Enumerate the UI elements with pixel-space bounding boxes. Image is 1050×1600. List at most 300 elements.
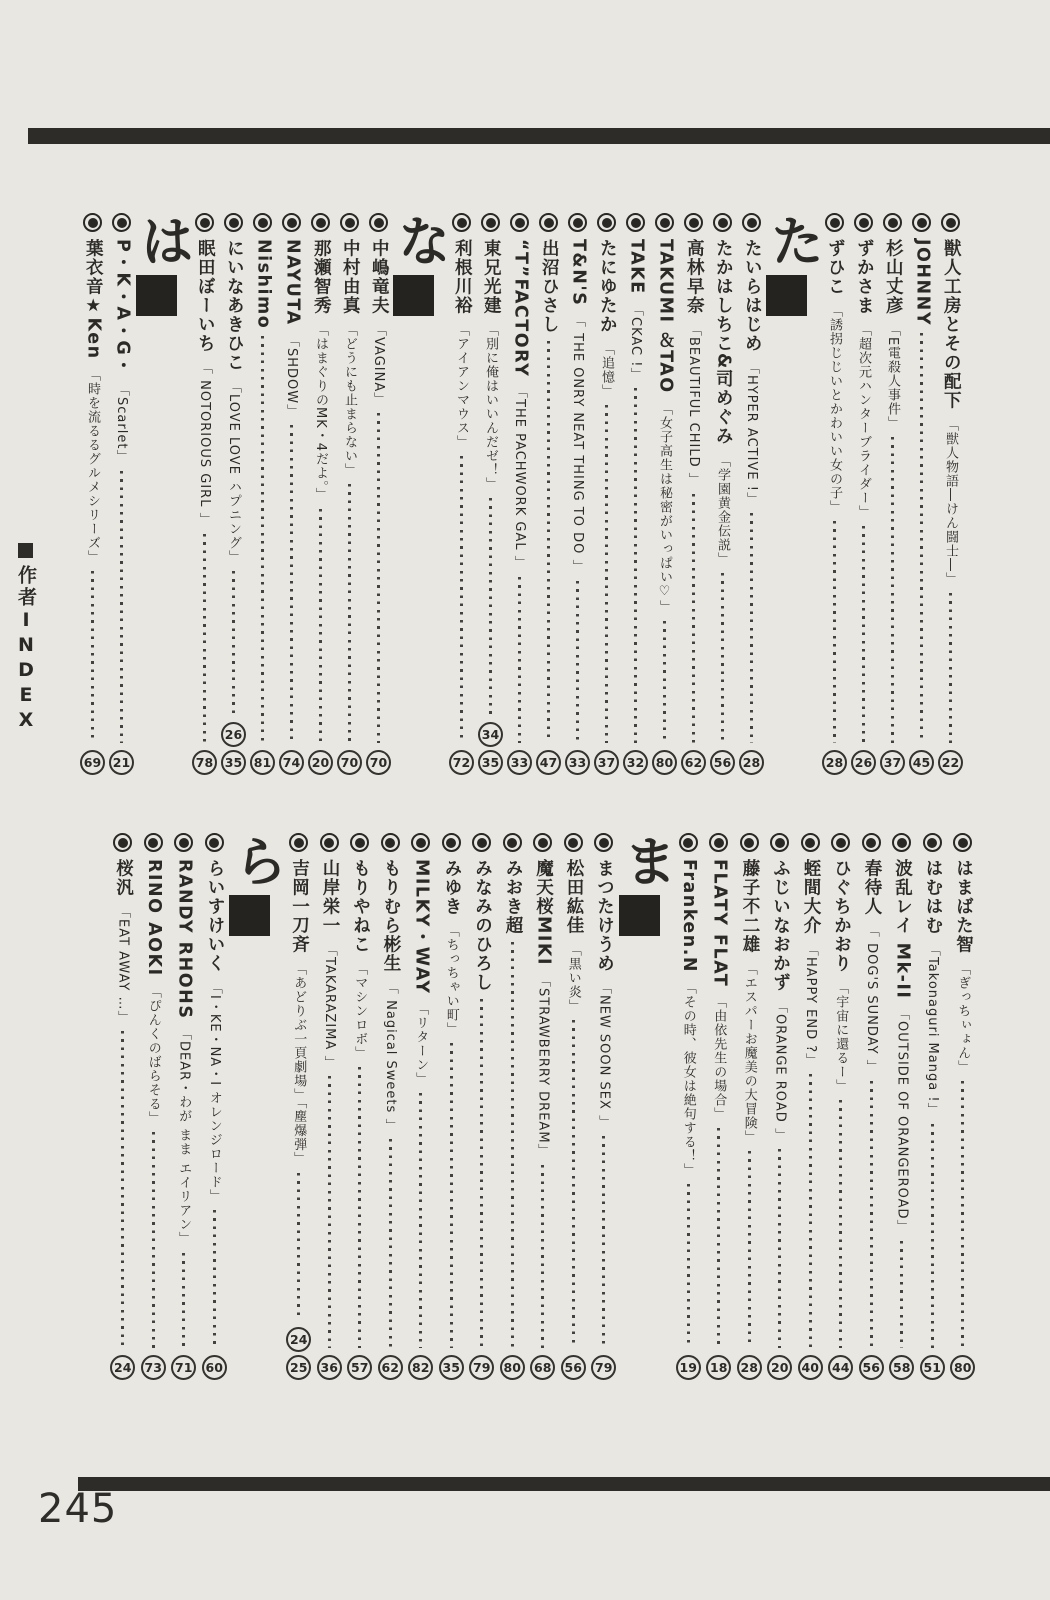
index-entry: [592, 213, 621, 775]
work-title: 「追憶」: [599, 342, 614, 398]
author-name: らいすけいく: [205, 859, 225, 973]
work-title: 「獣人物語―けん闘士―」: [943, 418, 958, 586]
author-name: TAKE: [626, 239, 647, 295]
dotted-leader: [547, 341, 550, 743]
author-name: 蛭間大介: [801, 859, 821, 935]
index-entry: [737, 213, 766, 775]
page-ref: 57: [347, 1355, 372, 1380]
work-title: 「THE PACHWORK GAL 」: [512, 385, 527, 570]
entry-bullet-icon: [923, 833, 942, 852]
index-entry: [948, 833, 979, 1380]
author-name: NAYUTA: [282, 239, 303, 326]
index-entry: [406, 833, 437, 1380]
section-header: [615, 833, 678, 1380]
entry-bullet-icon: [224, 213, 243, 232]
work-title: 「CKAC !」: [628, 302, 643, 382]
page-ref: 51: [920, 1355, 945, 1380]
work-title: 「宇宙に還るー」: [833, 981, 849, 1093]
author-name: ずかさま: [854, 239, 875, 315]
page-ref: 56: [710, 750, 735, 775]
section-square-icon: [619, 895, 660, 936]
index-entry: [497, 833, 528, 1380]
dotted-leader: [717, 1128, 720, 1348]
section-header: [132, 213, 195, 775]
index-entry: [795, 833, 826, 1380]
page-ref: 79: [469, 1355, 494, 1380]
author-name: みおき超: [503, 859, 523, 935]
dotted-leader: [480, 999, 483, 1348]
index-entry: [528, 833, 559, 1380]
page-ref: 60: [202, 1355, 227, 1380]
section-letter: た: [762, 213, 825, 267]
page-ref: 37: [880, 750, 905, 775]
page-ref: 40: [798, 1355, 823, 1380]
work-title: 「OUTSIDE OF ORANGEROAD」: [894, 1007, 910, 1234]
author-name: たいらはじめ: [742, 239, 763, 353]
page-ref: 44: [828, 1355, 853, 1380]
entry-bullet-icon: [862, 833, 881, 852]
author-name: 高林早奈: [684, 239, 705, 315]
index-entry: [820, 213, 849, 775]
index-entry: [364, 213, 393, 775]
section-letter: な: [389, 213, 452, 267]
index-entry: [679, 213, 708, 775]
page-ref: 56: [561, 1355, 586, 1380]
sidebar-square-icon: [18, 543, 33, 558]
dotted-leader: [518, 577, 521, 743]
entry-bullet-icon: [144, 833, 163, 852]
index-entry: [306, 213, 335, 775]
dotted-leader: [213, 1210, 216, 1348]
author-name: 波乱レイ Mk-II: [892, 859, 913, 1000]
entry-bullet-icon: [311, 213, 330, 232]
author-name: みゆき: [442, 859, 462, 916]
work-title: 「ORANGE ROAD 」: [772, 1000, 788, 1142]
entry-bullet-icon: [597, 213, 616, 232]
index-entry: [907, 213, 936, 775]
dotted-leader: [460, 456, 463, 743]
page-ref: 26: [851, 750, 876, 775]
author-name: 東兄光建: [481, 239, 502, 315]
entry-bullet-icon: [941, 213, 960, 232]
dotted-leader: [576, 581, 579, 743]
page-ref: 26: [221, 722, 246, 747]
dotted-leader: [605, 405, 608, 743]
index-entry: [284, 833, 315, 1380]
entry-bullet-icon: [253, 213, 272, 232]
index-entry: [708, 213, 737, 775]
dotted-leader: [663, 621, 666, 743]
index-entry: [887, 833, 918, 1380]
entry-bullet-icon: [655, 213, 674, 232]
page-ref: 35: [478, 750, 503, 775]
work-title: 「HYPER ACTIVE !」: [744, 361, 759, 506]
work-title: 「超次元ハンターブライダー」: [856, 323, 871, 519]
entry-bullet-icon: [564, 833, 583, 852]
dotted-leader: [541, 1165, 544, 1348]
page-ref: 73: [141, 1355, 166, 1380]
entry-bullet-icon: [282, 213, 301, 232]
index-entry: [765, 833, 796, 1380]
work-title: 「あどりぶ一頁劇場」「塵爆弾」: [291, 962, 307, 1166]
page-ref: 56: [859, 1355, 884, 1380]
work-title: 「マシンロボ」: [352, 962, 368, 1060]
index-entry: [650, 213, 679, 775]
page-ref: 80: [500, 1355, 525, 1380]
work-title: 「DEAR・わが まま エイリアン」: [176, 1027, 192, 1246]
author-name: FLATY FLAT: [709, 859, 730, 988]
page-ref: 36: [317, 1355, 342, 1380]
dotted-leader: [721, 573, 724, 743]
section-letter: は: [132, 213, 195, 267]
dotted-leader: [833, 521, 836, 743]
work-title: 「ぴんくのばらそる」: [145, 984, 161, 1125]
index-entry: [314, 833, 345, 1380]
page-ref: 80: [950, 1355, 975, 1380]
index-entry: [534, 213, 563, 775]
dotted-leader: [750, 513, 753, 743]
index-entry: [917, 833, 948, 1380]
author-name: にいなあきひこ: [224, 239, 245, 372]
page-ref: 33: [565, 750, 590, 775]
page-ref: 28: [737, 1355, 762, 1380]
entry-bullet-icon: [195, 213, 214, 232]
dotted-leader: [419, 1093, 422, 1348]
author-name: T&N'S: [568, 239, 589, 307]
index-entry: [277, 213, 306, 775]
dotted-leader: [203, 534, 206, 743]
index-entry: [78, 213, 107, 775]
page-ref: 35: [439, 1355, 464, 1380]
dotted-leader: [692, 494, 695, 743]
dotted-leader: [358, 1067, 361, 1348]
author-name: たにゆたか: [597, 239, 618, 334]
page-ref: 68: [530, 1355, 555, 1380]
index-entry: [447, 213, 476, 775]
work-title: 「はまぐりのMK・4だよ。」: [313, 323, 328, 502]
page-ref: 22: [938, 750, 963, 775]
author-name: 出沼ひさし: [539, 239, 560, 334]
index-entry: [826, 833, 857, 1380]
page-ref: 74: [279, 750, 304, 775]
index-entry: [108, 833, 139, 1380]
entry-bullet-icon: [539, 213, 558, 232]
work-title: 「アイアンマウス」: [454, 323, 469, 449]
page-ref: 19: [676, 1355, 701, 1380]
index-entry: [199, 833, 230, 1380]
entry-bullet-icon: [411, 833, 430, 852]
top-rule: [28, 128, 1050, 144]
section-square-icon: [136, 275, 177, 316]
page-ref: 24: [286, 1327, 311, 1352]
work-title: 「エスパーお魔美の大冒険」: [741, 962, 757, 1144]
page-ref: 32: [623, 750, 648, 775]
author-name: はまばた智: [953, 859, 974, 954]
author-name: 眠田ぼーいち: [195, 239, 216, 353]
index-entry: [138, 833, 169, 1380]
entry-bullet-icon: [510, 213, 529, 232]
entry-bullet-icon: [626, 213, 645, 232]
page-ref: 45: [909, 750, 934, 775]
entry-bullet-icon: [912, 213, 931, 232]
entry-bullet-icon: [112, 213, 131, 232]
author-name: 獣人工房とその配下: [941, 239, 962, 410]
index-entry: [375, 833, 406, 1380]
author-name: “T”FACTORY: [510, 239, 531, 378]
author-name: MILKY・WAY: [411, 859, 432, 995]
author-name: たかはしちこ&司めぐみ: [713, 239, 734, 446]
index-top-half: [78, 213, 965, 775]
work-title: 「どうにも止まらない」: [342, 323, 357, 477]
work-title: 「学園黄金伝説」: [715, 453, 730, 566]
author-name: もりむら彬生: [381, 859, 401, 973]
dotted-leader: [120, 471, 123, 743]
entry-bullet-icon: [770, 833, 789, 852]
work-title: 「VAGINA」: [371, 323, 386, 407]
author-name: TAKUMI ＆TAO: [655, 239, 676, 394]
entry-bullet-icon: [713, 213, 732, 232]
index-entry: [248, 213, 277, 775]
page-ref: 71: [171, 1355, 196, 1380]
index-entry: [107, 213, 136, 775]
work-title: 「TAKARAZIMA 」: [321, 943, 337, 1070]
work-title: 「 NOTORIOUS GIRL 」: [197, 361, 212, 527]
work-title: 「黒い炎」: [565, 943, 581, 1013]
dotted-leader: [297, 1173, 300, 1321]
index-entry: [190, 213, 219, 775]
dotted-leader: [511, 942, 514, 1348]
index-entry: [936, 213, 965, 775]
work-title: 「由依先生の場合」: [711, 995, 727, 1122]
author-name: 藤子不二雄: [740, 859, 760, 954]
dotted-leader: [891, 437, 894, 743]
author-name: 春待人: [862, 859, 882, 916]
index-entry: [878, 213, 907, 775]
dotted-leader: [839, 1100, 842, 1348]
index-entry: [505, 213, 534, 775]
work-title: 「SHDOW」: [284, 333, 299, 418]
dotted-leader: [450, 1043, 453, 1348]
entry-bullet-icon: [684, 213, 703, 232]
work-title: 「 DOG'S SUNDAY 」: [863, 924, 879, 1074]
entry-bullet-icon: [442, 833, 461, 852]
work-title: 「リターン」: [413, 1002, 429, 1087]
entry-bullet-icon: [831, 833, 850, 852]
entry-bullet-icon: [854, 213, 873, 232]
page-ref: 78: [192, 750, 217, 775]
sidebar-label-text: 作者INDEX: [15, 565, 37, 734]
page-ref: 69: [80, 750, 105, 775]
index-entry: [673, 833, 704, 1380]
page-ref: 28: [822, 750, 847, 775]
entry-bullet-icon: [594, 833, 613, 852]
author-name: 中嶋竜夫: [369, 239, 390, 315]
dotted-leader: [232, 571, 235, 715]
entry-bullet-icon: [740, 833, 759, 852]
author-name: まつたけうめ: [594, 859, 615, 973]
work-title: 「Scarlet」: [114, 383, 129, 464]
entry-bullet-icon: [320, 833, 339, 852]
dotted-leader: [602, 1136, 605, 1348]
dotted-leader: [182, 1253, 185, 1348]
author-name: Franken.N: [679, 859, 699, 974]
work-title: 「 THE ONRY NEAT THING TO DO 」: [570, 314, 585, 574]
page-ref: 33: [507, 750, 532, 775]
page-ref: 37: [594, 750, 619, 775]
entry-bullet-icon: [503, 833, 522, 852]
index-entry: [849, 213, 878, 775]
section-header: [762, 213, 825, 775]
page-ref: 28: [739, 750, 764, 775]
index-entry: [345, 833, 376, 1380]
dotted-leader: [91, 571, 94, 743]
entry-bullet-icon: [892, 833, 911, 852]
entry-bullet-icon: [369, 213, 388, 232]
dotted-leader: [961, 1081, 964, 1348]
index-entry: [734, 833, 765, 1380]
entry-bullet-icon: [83, 213, 102, 232]
dotted-leader: [900, 1241, 903, 1348]
work-title: 「E電殺人事件」: [885, 323, 900, 431]
page-ref: 25: [286, 1355, 311, 1380]
author-name: P・K・A・G・: [112, 239, 133, 376]
entry-bullet-icon: [679, 833, 698, 852]
entry-bullet-icon: [113, 833, 132, 852]
work-title: 「Takonaguri Manga !」: [924, 943, 940, 1117]
page-ref: 70: [366, 750, 391, 775]
author-name: もりやねこ: [350, 859, 371, 954]
author-name: 中村由真: [340, 239, 361, 315]
entry-bullet-icon: [742, 213, 761, 232]
work-title: 「誘拐じじいとかわいい女の子」: [827, 304, 842, 514]
dotted-leader: [572, 1020, 575, 1348]
dotted-leader: [920, 333, 923, 743]
index-entry: [558, 833, 589, 1380]
section-square-icon: [229, 895, 270, 936]
author-name: 利根川裕: [452, 239, 473, 315]
dotted-leader: [931, 1124, 934, 1348]
index-entry: [589, 833, 620, 1380]
page-number: 245: [38, 1486, 118, 1532]
page-ref: 20: [767, 1355, 792, 1380]
dotted-leader: [778, 1149, 781, 1348]
dotted-leader: [862, 526, 865, 743]
page-ref: 34: [478, 722, 503, 747]
entry-bullet-icon: [825, 213, 844, 232]
index-entry: [476, 213, 505, 775]
index-bottom-half: [108, 833, 979, 1380]
author-name: みなみのひろし: [472, 859, 493, 992]
page-ref: 79: [591, 1355, 616, 1380]
work-title: 「I・KE・NA・I オレンジロード」: [206, 981, 222, 1204]
author-name: RINO AOKI: [144, 859, 164, 977]
dotted-leader: [949, 593, 952, 743]
index-entry: [704, 833, 735, 1380]
section-letter: ら: [225, 833, 289, 887]
author-name: 葉衣音★Ken: [83, 239, 104, 360]
dotted-leader: [348, 484, 351, 743]
author-name: 桜汎: [113, 859, 134, 897]
entry-bullet-icon: [481, 213, 500, 232]
author-name: 吉岡一刀斉: [289, 859, 310, 954]
work-title: 「LOVE LOVE ハプニング」: [226, 380, 241, 565]
index-entry: [467, 833, 498, 1380]
dotted-leader: [152, 1132, 155, 1348]
work-title: 「ぎっちぃょん」: [955, 962, 971, 1074]
entry-bullet-icon: [472, 833, 491, 852]
author-name: JOHNNY: [912, 239, 933, 326]
dotted-leader: [489, 498, 492, 715]
page-ref: 72: [449, 750, 474, 775]
work-title: 「女子高生は秘密がいっぱい♡」: [657, 401, 672, 614]
entry-bullet-icon: [340, 213, 359, 232]
work-title: 「NEW SOON SEX 」: [596, 981, 612, 1130]
author-name: ずひこ: [825, 239, 846, 296]
entry-bullet-icon: [953, 833, 972, 852]
dotted-leader: [634, 388, 637, 743]
entry-bullet-icon: [801, 833, 820, 852]
dotted-leader: [389, 1139, 392, 1348]
entry-bullet-icon: [174, 833, 193, 852]
author-name: ふじいなおかず: [770, 859, 791, 992]
work-title: 「HAPPY END ?」: [802, 943, 818, 1068]
dotted-leader: [377, 413, 380, 743]
author-name: ひぐちかおり: [831, 859, 852, 973]
entry-bullet-icon: [709, 833, 728, 852]
author-name: 魔天桜MIKI: [533, 859, 554, 966]
page-ref: 18: [706, 1355, 731, 1380]
page-ref: 24: [110, 1355, 135, 1380]
section-square-icon: [393, 275, 434, 316]
page-ref: 58: [889, 1355, 914, 1380]
author-name: 杉山丈彦: [883, 239, 904, 315]
section-square-icon: [766, 275, 807, 316]
index-entry: [436, 833, 467, 1380]
index-entry: [169, 833, 200, 1380]
dotted-leader: [870, 1081, 873, 1348]
entry-bullet-icon: [452, 213, 471, 232]
entry-bullet-icon: [568, 213, 587, 232]
work-title: 「別に俺はいいんだゼ！」: [483, 323, 498, 491]
author-name: 那瀬智秀: [311, 239, 332, 315]
page-ref: 82: [408, 1355, 433, 1380]
page-ref: 35: [221, 750, 246, 775]
page-ref: 47: [536, 750, 561, 775]
entry-bullet-icon: [289, 833, 308, 852]
entry-bullet-icon: [205, 833, 224, 852]
work-title: 「時を流るるグルメシリーズ」: [85, 367, 100, 564]
bottom-rule: [78, 1477, 1050, 1491]
dotted-leader: [290, 425, 293, 743]
section-header: [225, 833, 289, 1380]
page-ref: 20: [308, 750, 333, 775]
entry-bullet-icon: [381, 833, 400, 852]
dotted-leader: [748, 1151, 751, 1348]
section-letter: ま: [615, 833, 678, 887]
dotted-leader: [121, 1031, 124, 1348]
dotted-leader: [809, 1074, 812, 1348]
dotted-leader: [319, 509, 322, 743]
work-title: 「BEAUTIFUL CHILD 」: [686, 323, 701, 487]
index-entry: [563, 213, 592, 775]
entry-bullet-icon: [883, 213, 902, 232]
dotted-leader: [328, 1076, 331, 1348]
page-ref: 62: [378, 1355, 403, 1380]
section-header: [389, 213, 452, 775]
index-entry: [856, 833, 887, 1380]
page-ref: 62: [681, 750, 706, 775]
entry-bullet-icon: [533, 833, 552, 852]
